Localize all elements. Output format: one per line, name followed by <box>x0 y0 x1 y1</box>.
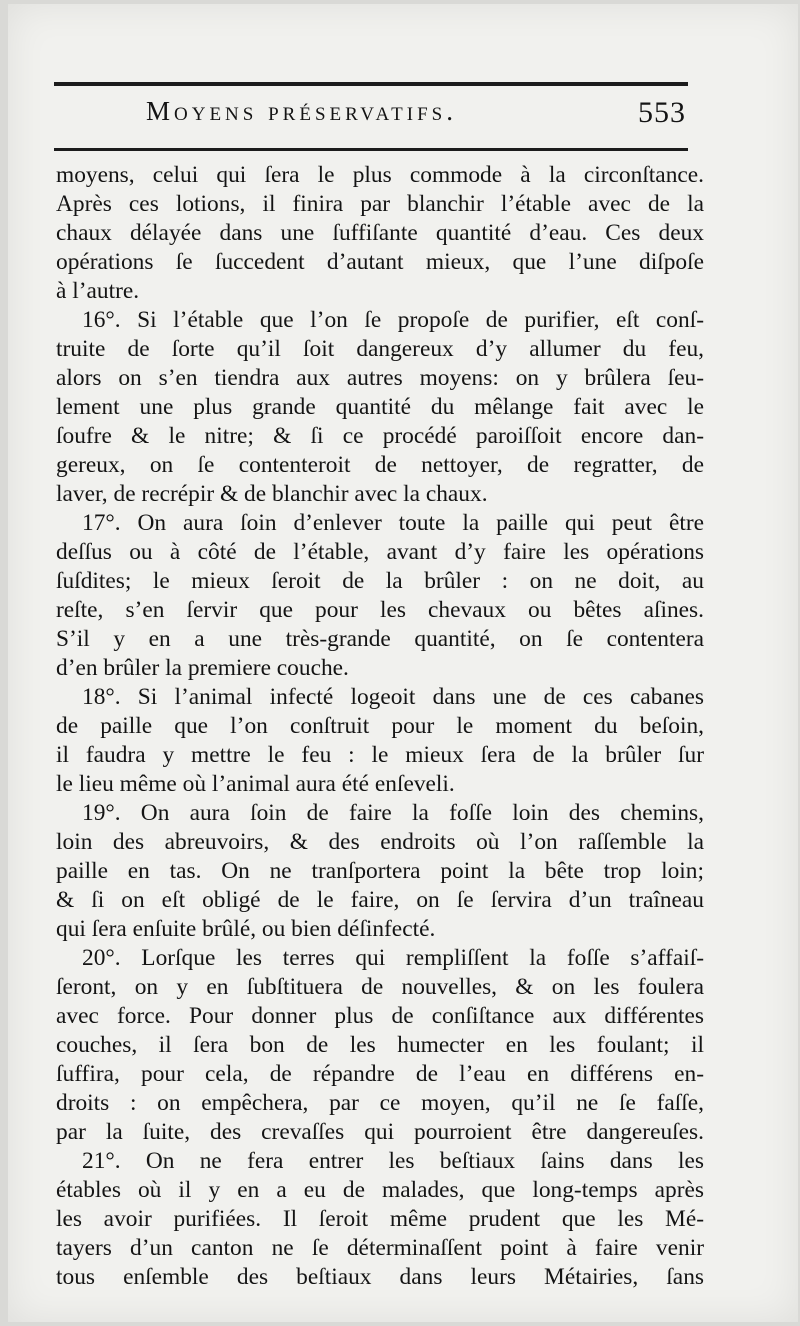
text-line: gereux, on ſe contenteroit de nettoyer, de regratter, de <box>56 452 704 478</box>
text-line: il faudra y mettre le feu : le mieux ſera de la brûler ſur <box>56 742 704 768</box>
text-line: d’en brûler la premiere couche. <box>56 655 349 681</box>
body-text <box>56 161 704 1292</box>
header-rule-bottom <box>54 148 688 151</box>
text-line: 16°. Si l’étable que l’on ſe propoſe de purifier, eſt conſ- <box>82 307 704 333</box>
text-line: reſte, s’en ſervir que pour les chevaux ou bêtes aſines. <box>56 597 704 623</box>
text-line: Après ces lotions, il finira par blanchir l’étable avec de la <box>56 191 704 217</box>
text-line: les avoir purifiées. Il ſeroit même prudent que les Mé- <box>56 1206 704 1232</box>
text-line: le lieu même où l’animal aura été enſeveli. <box>56 771 455 797</box>
book-page <box>8 4 798 1322</box>
text-line: loin des abreuvoirs, & des endroits où l’on raſſemble la <box>56 829 704 855</box>
text-line: deſſus ou à côté de l’étable, avant d’y faire les opérations <box>56 539 704 565</box>
text-line: laver, de recrépir & de blanchir avec la chaux. <box>56 481 488 507</box>
page-number: 553 <box>638 96 686 129</box>
text-line: de paille que l’on conſtruit pour le moment du beſoin, <box>56 713 704 739</box>
text-line: opérations ſe ſuccedent d’autant mieux, que l’une diſpoſe <box>56 249 704 275</box>
text-line: ſuffira, pour cela, de répandre de l’eau en différens en- <box>56 1061 704 1087</box>
text-line: ſoufre & le nitre; & ſi ce procédé paroiſſoit encore dan- <box>56 423 704 449</box>
text-line: à l’autre. <box>56 278 140 304</box>
text-line: 17°. On aura ſoin d’enlever toute la paille qui peut être <box>82 510 704 536</box>
text-line: par la ſuite, des crevaſſes qui pourroient être dangereuſes. <box>56 1119 704 1145</box>
text-line: tous enſemble des beſtiaux dans leurs Métairies, ſans <box>56 1264 704 1290</box>
text-line: paille en tas. On ne tranſportera point la bête trop loin; <box>56 858 704 884</box>
text-line: moyens, celui qui ſera le plus commode à la circonſtance. <box>56 162 704 188</box>
text-line: ſeront, on y en ſubſtituera de nouvelles, & on les foulera <box>56 974 704 1000</box>
text-line: étables où il y en a eu de malades, que long-temps après <box>56 1177 704 1203</box>
text-line: 18°. Si l’animal infecté logeoit dans une de ces cabanes <box>82 684 704 710</box>
page-header <box>54 96 688 138</box>
text-line: S’il y en a une très-grande quantité, on ſe contentera <box>56 626 704 652</box>
text-line: chaux délayée dans une ſuffiſante quantité d’eau. Ces deux <box>56 220 704 246</box>
text-line: droits : on empêchera, par ce moyen, qu’il ne ſe faſſe, <box>56 1090 704 1116</box>
text-line: 20°. Lorſque les terres qui rempliſſent la foſſe s’affaiſ- <box>82 945 704 971</box>
header-rule-top <box>54 82 688 86</box>
text-line: alors on s’en tiendra aux autres moyens: on y brûlera ſeu- <box>56 365 704 391</box>
text-line: truite de ſorte qu’il ſoit dangereux d’y allumer du feu, <box>56 336 704 362</box>
text-line: ſuſdites; le mieux ſeroit de la brûler : on ne doit, au <box>56 568 704 594</box>
text-line: tayers d’un canton ne ſe déterminaſſent point à faire venir <box>56 1235 704 1261</box>
text-line: couches, il ſera bon de les humecter en les foulant; il <box>56 1032 704 1058</box>
text-line: & ſi on eſt obligé de le faire, on ſe ſervira d’un traîneau <box>56 887 704 913</box>
text-line: lement une plus grande quantité du mêlange fait avec le <box>56 394 704 420</box>
text-line: 19°. On aura ſoin de faire la foſſe loin des chemins, <box>82 800 704 826</box>
text-line: avec force. Pour donner plus de conſiſtance aux différentes <box>56 1003 704 1029</box>
text-line: qui ſera enſuite brûlé, ou bien déſinfecté. <box>56 916 436 942</box>
text-line: 21°. On ne fera entrer les beſtiaux ſains dans les <box>82 1148 704 1174</box>
running-head: Moyens préservatifs. <box>146 96 457 126</box>
